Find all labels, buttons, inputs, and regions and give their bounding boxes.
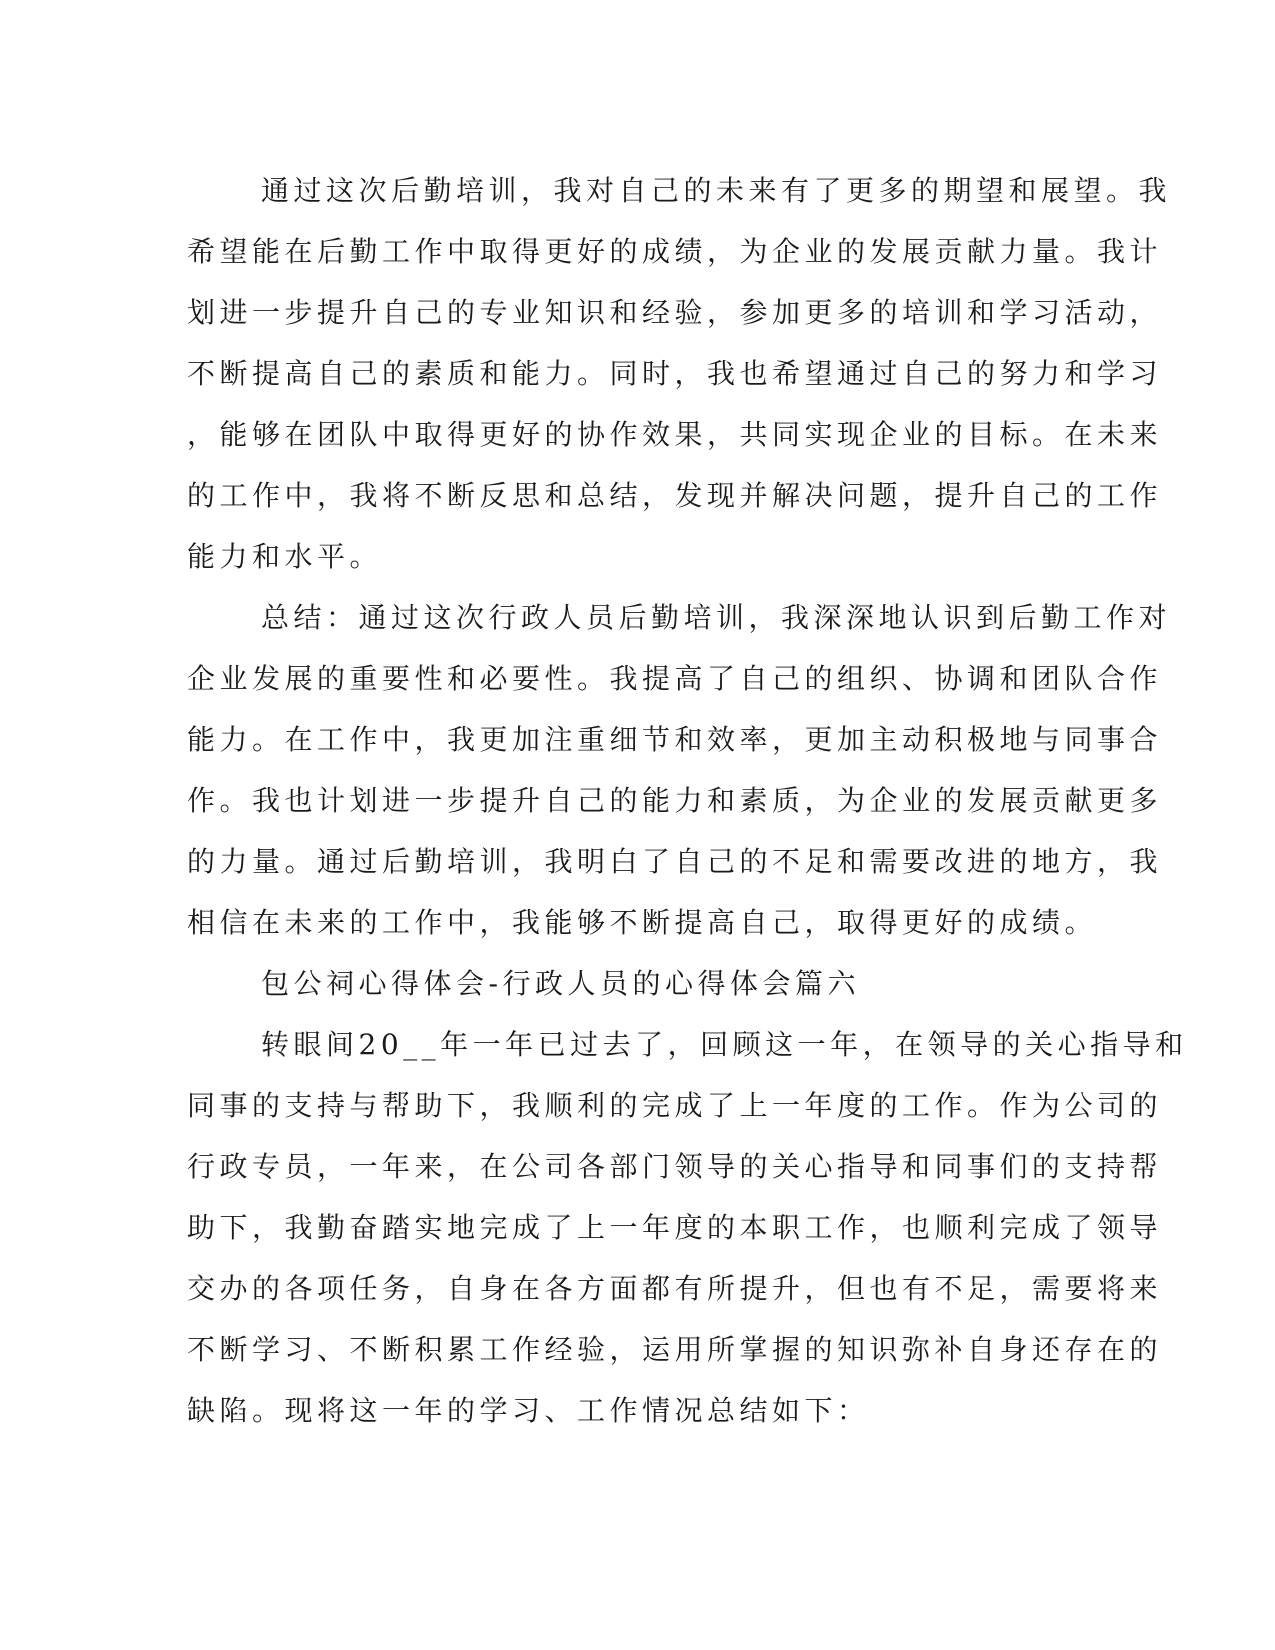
section-heading: 包公祠心得体会-行政人员的心得体会篇六 [261,967,860,1000]
text-line: 不断学习、不断积累工作经验，运用所掌握的知识弥补自身还存在的 [187,1333,1163,1366]
text-line: 同事的支持与帮助下，我顺利的完成了上一年度的工作。作为公司的 [187,1089,1163,1122]
text-line: 相信在未来的工作中，我能够不断提高自己，取得更好的成绩。 [187,906,1098,939]
text-line: 的力量。通过后勤培训，我明白了自己的不足和需要改进的地方，我 [187,845,1163,878]
text-line: 助下，我勤奋踏实地完成了上一年度的本职工作，也顺利完成了领导 [187,1211,1163,1244]
text-line: 行政专员，一年来，在公司各部门领导的关心指导和同事们的支持帮 [187,1150,1163,1183]
text-line: 总结：通过这次行政人员后勤培训，我深深地认识到后勤工作对 [261,601,1172,634]
text-line: 通过这次后勤培训，我对自己的未来有了更多的期望和展望。我 [261,174,1172,207]
text-line: 转眼间20__年一年已过去了，回顾这一年，在领导的关心指导和 [261,1028,1188,1061]
document-body [187,160,1188,1441]
text-line: 能力。在工作中，我更加注重细节和效率，更加主动积极地与同事合 [187,723,1163,756]
text-line: 希望能在后勤工作中取得更好的成绩，为企业的发展贡献力量。我计 [187,235,1163,268]
text-line: 划进一步提升自己的专业知识和经验，参加更多的培训和学习活动， [187,296,1163,329]
text-line: 企业发展的重要性和必要性。我提高了自己的组织、协调和团队合作 [187,662,1163,695]
text-line: 作。我也计划进一步提升自己的能力和素质，为企业的发展贡献更多 [187,784,1163,817]
text-line: 能力和水平。 [187,540,383,573]
text-line: 的工作中，我将不断反思和总结，发现并解决问题，提升自己的工作 [187,479,1163,512]
text-line: 缺陷。现将这一年的学习、工作情况总结如下： [187,1394,870,1427]
text-line: 交办的各项任务，自身在各方面都有所提升，但也有不足，需要将来 [187,1272,1163,1305]
text-line: 不断提高自己的素质和能力。同时，我也希望通过自己的努力和学习 [187,357,1163,390]
text-line: ，能够在团队中取得更好的协作效果，共同实现企业的目标。在未来 [187,418,1163,451]
